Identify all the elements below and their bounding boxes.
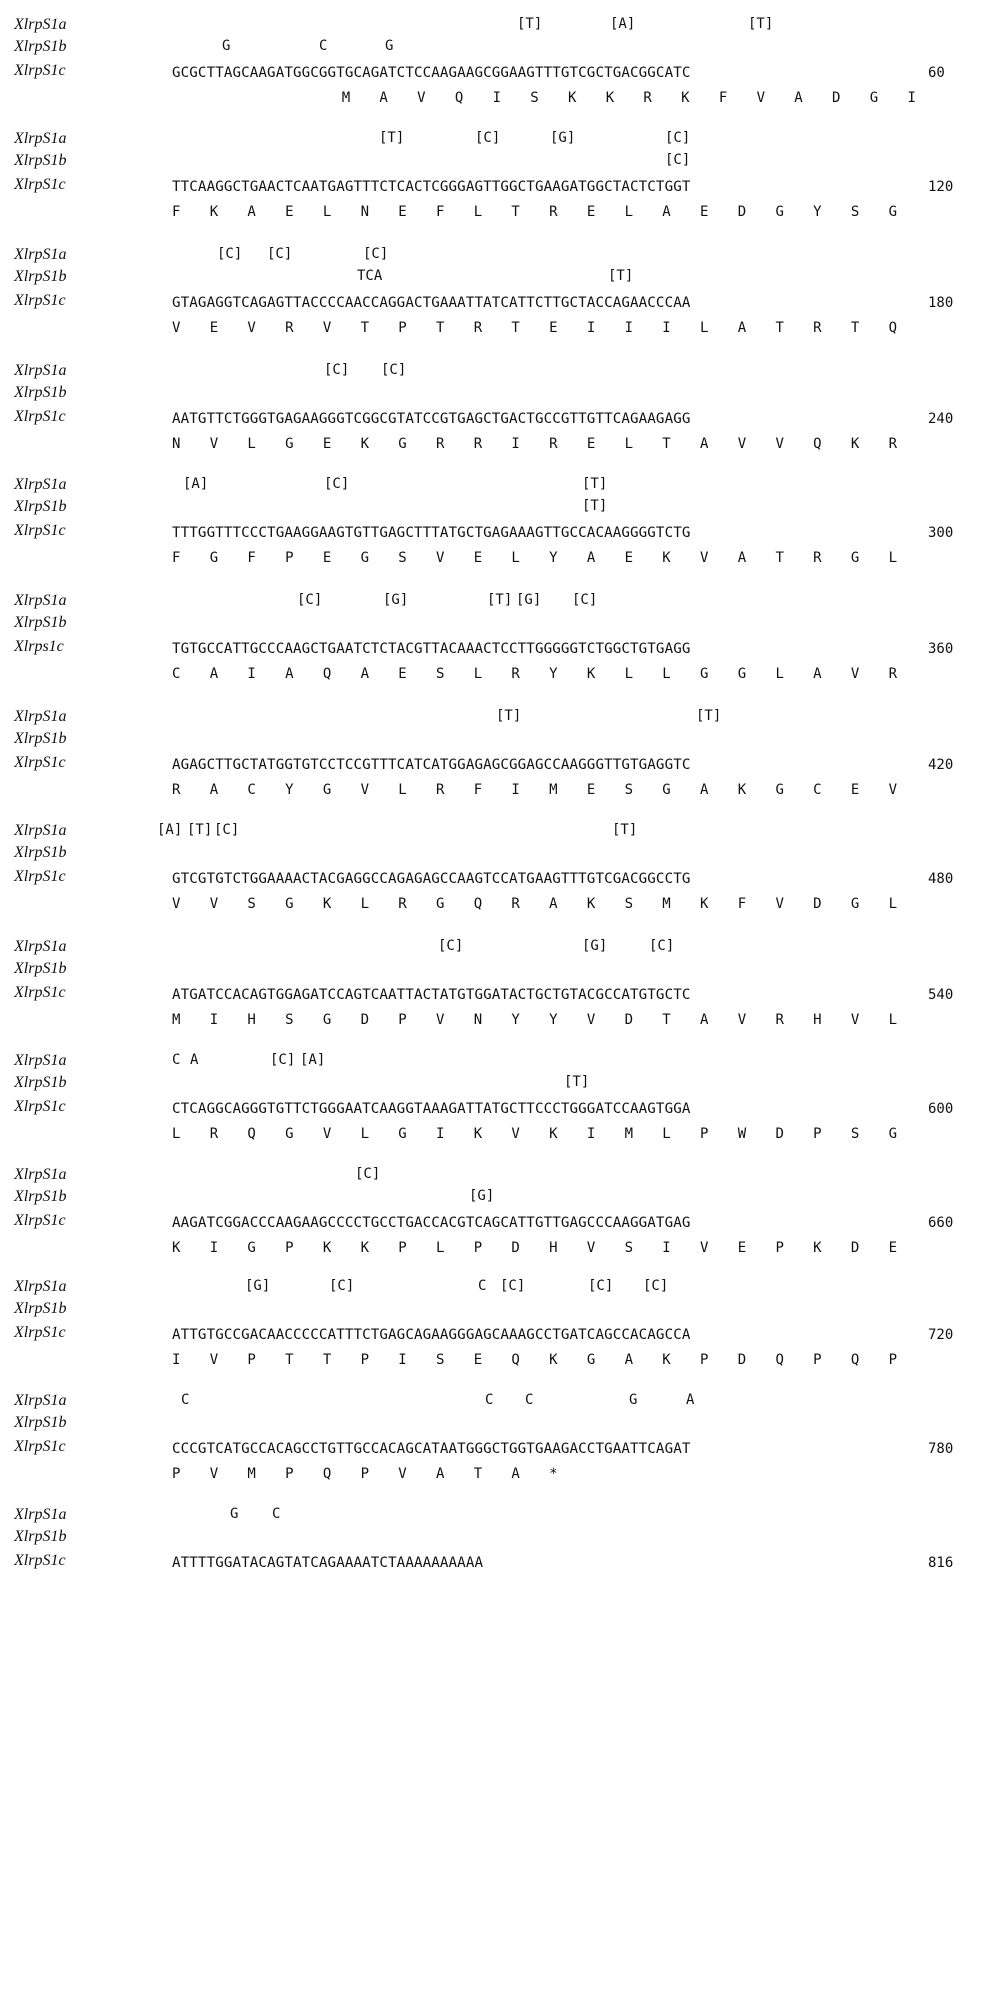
sequence-label: XlrpS1b xyxy=(14,152,67,169)
variant-marker-a: A xyxy=(190,1052,199,1068)
variant-marker-b: [T] xyxy=(608,268,634,284)
variant-marker-a: [T] xyxy=(582,476,608,492)
variant-markers xyxy=(172,14,922,58)
variant-marker-b: [T] xyxy=(564,1074,590,1090)
nucleotide-sequence: ATTTTGGATACAGTATCAGAAAATCTAAAAAAAAAA xyxy=(172,1555,484,1571)
variant-marker-a: [C] xyxy=(355,1166,381,1182)
variant-marker-a: [C] xyxy=(324,476,350,492)
nucleotide-sequence: GTAGAGGTCAGAGTTACCCCAACCAGGACTGAAATTATCATTCTTGCTACCAGAACCCAA xyxy=(172,295,691,311)
sequence-label: XlrpS1b xyxy=(14,384,67,401)
sequence-label: XlrpS1b xyxy=(14,1300,67,1317)
sequence-label: XlrpS1a xyxy=(14,708,67,725)
variant-marker-a: C xyxy=(181,1392,190,1408)
variant-marker-a: [C] xyxy=(329,1278,355,1294)
nucleotide-sequence: TTCAAGGCTGAACTCAATGAGTTTCTCACTCGGGAGTTGGCTGAAGATGGCTACTCTGGT xyxy=(172,179,691,195)
nucleotide-sequence: AGAGCTTGCTATGGTGTCCTCCGTTTCATCATGGAGAGCGGAGCCAAGGGTTGTGAGGTC xyxy=(172,757,691,773)
variant-marker-a: [T] xyxy=(496,708,522,724)
sequence-label: XlrpS1a xyxy=(14,1278,67,1295)
variant-marker-a: [T] xyxy=(187,822,213,838)
variant-markers xyxy=(172,590,922,634)
sequence-label: XlrpS1c xyxy=(14,522,66,539)
sequence-label: XlrpS1b xyxy=(14,1074,67,1091)
variant-marker-a: [A] xyxy=(183,476,209,492)
variant-marker-a: C xyxy=(172,1052,181,1068)
position-number: 780 xyxy=(928,1441,954,1457)
variant-markers xyxy=(172,706,922,750)
position-number: 120 xyxy=(928,179,954,195)
variant-marker-b: [C] xyxy=(665,152,691,168)
sequence-block xyxy=(0,1504,996,1644)
sequence-label: XlrpS1b xyxy=(14,730,67,747)
sequence-label: XlrpS1a xyxy=(14,246,67,263)
variant-marker-a: [T] xyxy=(379,130,405,146)
sequence-label: XlrpS1a xyxy=(14,362,67,379)
sequence-label: XlrpS1c xyxy=(14,1324,66,1341)
nucleotide-sequence: ATTGTGCCGACAACCCCCATTTCTGAGCAGAAGGGAGCAAAGCCTGATCAGCCACAGCCA xyxy=(172,1327,691,1343)
position-number: 300 xyxy=(928,525,954,541)
variant-marker-a: [C] xyxy=(324,362,350,378)
variant-markers xyxy=(172,244,922,288)
variant-marker-a: [T] xyxy=(696,708,722,724)
variant-markers xyxy=(172,128,922,172)
amino-acid-translation: M I H S G D P V N Y Y V D T A V R H V L xyxy=(172,1012,899,1028)
nucleotide-sequence: CCCGTCATGCCACAGCCTGTTGCCACAGCATAATGGGCTGGTGAAGACCTGAATTCAGAT xyxy=(172,1441,691,1457)
variant-marker-a: [G] xyxy=(516,592,542,608)
variant-marker-a: [A] xyxy=(610,16,636,32)
variant-markers xyxy=(172,936,922,980)
nucleotide-sequence: AAGATCGGACCCAAGAAGCCCCTGCCTGACCACGTCAGCATTGTTGAGCCCAAGGATGAG xyxy=(172,1215,691,1231)
amino-acid-translation: P V M P Q P V A T A * xyxy=(172,1466,559,1482)
variant-marker-a: [A] xyxy=(157,822,183,838)
sequence-label: XlrpS1b xyxy=(14,1188,67,1205)
amino-acid-translation: F K A E L N E F L T R E L A E D G Y S G xyxy=(172,204,899,220)
position-number: 480 xyxy=(928,871,954,887)
variant-markers xyxy=(172,1050,922,1094)
variant-marker-b: G xyxy=(385,38,394,54)
sequence-label: XlrpS1a xyxy=(14,1506,67,1523)
position-number: 540 xyxy=(928,987,954,1003)
position-number: 420 xyxy=(928,757,954,773)
variant-marker-b: C xyxy=(319,38,328,54)
sequence-label: XlrpS1b xyxy=(14,1414,67,1431)
position-number: 816 xyxy=(928,1555,954,1571)
variant-marker-a: [C] xyxy=(572,592,598,608)
position-number: 60 xyxy=(928,65,945,81)
variant-marker-a: [G] xyxy=(245,1278,271,1294)
sequence-label: XlrpS1b xyxy=(14,38,67,55)
nucleotide-sequence: TGTGCCATTGCCCAAGCTGAATCTCTACGTTACAAACTCCTTGGGGGTCTGGCTGTGAGG xyxy=(172,641,691,657)
sequence-label: XlrpS1c xyxy=(14,754,66,771)
variant-marker-a: [C] xyxy=(649,938,675,954)
position-number: 720 xyxy=(928,1327,954,1343)
position-number: 660 xyxy=(928,1215,954,1231)
sequence-label: XlrpS1b xyxy=(14,960,67,977)
variant-marker-a: [C] xyxy=(475,130,501,146)
nucleotide-sequence: CTCAGGCAGGGTGTTCTGGGAATCAAGGTAAAGATTATGCTTCCCTGGGATCCAAGTGGA xyxy=(172,1101,691,1117)
variant-markers xyxy=(172,1504,922,1548)
sequence-label: XlrpS1b xyxy=(14,268,67,285)
variant-marker-a: G xyxy=(230,1506,239,1522)
sequence-label: XlrpS1c xyxy=(14,62,66,79)
amino-acid-translation: K I G P K K P L P D H V S I V E P K D E xyxy=(172,1240,899,1256)
sequence-label: XlrpS1c xyxy=(14,408,66,425)
sequence-label: XlrpS1c xyxy=(14,984,66,1001)
variant-marker-a: C xyxy=(485,1392,494,1408)
amino-acid-translation: I V P T T P I S E Q K G A K P D Q P Q P xyxy=(172,1352,899,1368)
variant-markers xyxy=(172,1276,922,1320)
sequence-label: XlrpS1c xyxy=(14,868,66,885)
variant-markers xyxy=(172,474,922,518)
sequence-label: XlrpS1a xyxy=(14,16,67,33)
sequence-label: XlrpS1a xyxy=(14,592,67,609)
variant-marker-a: [C] xyxy=(297,592,323,608)
variant-markers xyxy=(172,1390,922,1434)
variant-marker-b: [T] xyxy=(582,498,608,514)
sequence-label: XlrpS1b xyxy=(14,844,67,861)
variant-marker-a: [A] xyxy=(300,1052,326,1068)
variant-marker-a: [C] xyxy=(665,130,691,146)
variant-marker-a: C xyxy=(478,1278,487,1294)
variant-marker-a: C xyxy=(525,1392,534,1408)
variant-marker-a: G xyxy=(629,1392,638,1408)
variant-marker-a: [T] xyxy=(748,16,774,32)
sequence-label: XlrpS1c xyxy=(14,176,66,193)
variant-marker-a: [C] xyxy=(214,822,240,838)
variant-marker-a: [T] xyxy=(517,16,543,32)
variant-marker-a: C xyxy=(272,1506,281,1522)
variant-marker-a: A xyxy=(686,1392,695,1408)
variant-marker-a: [T] xyxy=(487,592,513,608)
variant-marker-a: [C] xyxy=(267,246,293,262)
sequence-label: XlrpS1c xyxy=(14,1438,66,1455)
sequence-label: XlrpS1a xyxy=(14,1166,67,1183)
nucleotide-sequence: AATGTTCTGGGTGAGAAGGGTCGGCGTATCCGTGAGCTGACTGCCGTTGTTCAGAAGAGG xyxy=(172,411,691,427)
variant-marker-a: [C] xyxy=(643,1278,669,1294)
sequence-label: XlrpS1a xyxy=(14,822,67,839)
nucleotide-sequence: GTCGTGTCTGGAAAACTACGAGGCCAGAGAGCCAAGTCCATGAAGTTTGTCGACGGCCTG xyxy=(172,871,691,887)
variant-marker-b: TCA xyxy=(357,268,383,284)
variant-marker-a: [C] xyxy=(217,246,243,262)
variant-marker-a: [C] xyxy=(438,938,464,954)
variant-marker-a: [C] xyxy=(381,362,407,378)
sequence-label: XlrpS1c xyxy=(14,1098,66,1115)
sequence-label: XlrpS1a xyxy=(14,476,67,493)
sequence-label: XlrpS1b xyxy=(14,498,67,515)
variant-marker-a: [G] xyxy=(582,938,608,954)
sequence-label: XlrpS1a xyxy=(14,130,67,147)
variant-marker-a: [C] xyxy=(588,1278,614,1294)
variant-markers xyxy=(172,1164,922,1208)
nucleotide-sequence: TTTGGTTTCCCTGAAGGAAGTGTTGAGCTTTATGCTGAGAAAGTTGCCACAAGGGGTCTG xyxy=(172,525,691,541)
amino-acid-translation: V E V R V T P T R T E I I I L A T R T Q xyxy=(172,320,899,336)
amino-acid-translation: C A I A Q A E S L R Y K L L G G L A V R xyxy=(172,666,899,682)
amino-acid-translation: V V S G K L R G Q R A K S M K F V D G L xyxy=(172,896,899,912)
variant-marker-a: [T] xyxy=(612,822,638,838)
sequence-label: Xlrps1c xyxy=(14,638,64,655)
amino-acid-translation: R A C Y G V L R F I M E S G A K G C E V xyxy=(172,782,899,798)
nucleotide-sequence: ATGATCCACAGTGGAGATCCAGTCAATTACTATGTGGATACTGCTGTACGCCATGTGCTC xyxy=(172,987,691,1003)
sequence-label: XlrpS1b xyxy=(14,614,67,631)
sequence-label: XlrpS1b xyxy=(14,1528,67,1545)
amino-acid-translation: M A V Q I S K K R K F V A D G I xyxy=(172,90,917,106)
sequence-label: XlrpS1c xyxy=(14,292,66,309)
variant-marker-a: [C] xyxy=(363,246,389,262)
variant-marker-a: [G] xyxy=(550,130,576,146)
variant-markers xyxy=(157,820,922,864)
variant-markers xyxy=(172,360,922,404)
sequence-label: XlrpS1c xyxy=(14,1212,66,1229)
nucleotide-sequence: GCGCTTAGCAAGATGGCGGTGCAGATCTCCAAGAAGCGGAAGTTTGTCGCTGACGGCATC xyxy=(172,65,691,81)
sequence-label: XlrpS1c xyxy=(14,1552,66,1569)
amino-acid-translation: N V L G E K G R R I R E L T A V V Q K R xyxy=(172,436,899,452)
position-number: 600 xyxy=(928,1101,954,1117)
sequence-label: XlrpS1a xyxy=(14,1392,67,1409)
position-number: 180 xyxy=(928,295,954,311)
position-number: 360 xyxy=(928,641,954,657)
amino-acid-translation: L R Q G V L G I K V K I M L P W D P S G xyxy=(172,1126,899,1142)
variant-marker-b: [G] xyxy=(469,1188,495,1204)
variant-marker-a: [G] xyxy=(383,592,409,608)
variant-marker-a: [C] xyxy=(500,1278,526,1294)
sequence-label: XlrpS1a xyxy=(14,1052,67,1069)
amino-acid-translation: F G F P E G S V E L Y A E K V A T R G L xyxy=(172,550,899,566)
position-number: 240 xyxy=(928,411,954,427)
variant-marker-a: [C] xyxy=(270,1052,296,1068)
variant-marker-b: G xyxy=(222,38,231,54)
sequence-label: XlrpS1a xyxy=(14,938,67,955)
